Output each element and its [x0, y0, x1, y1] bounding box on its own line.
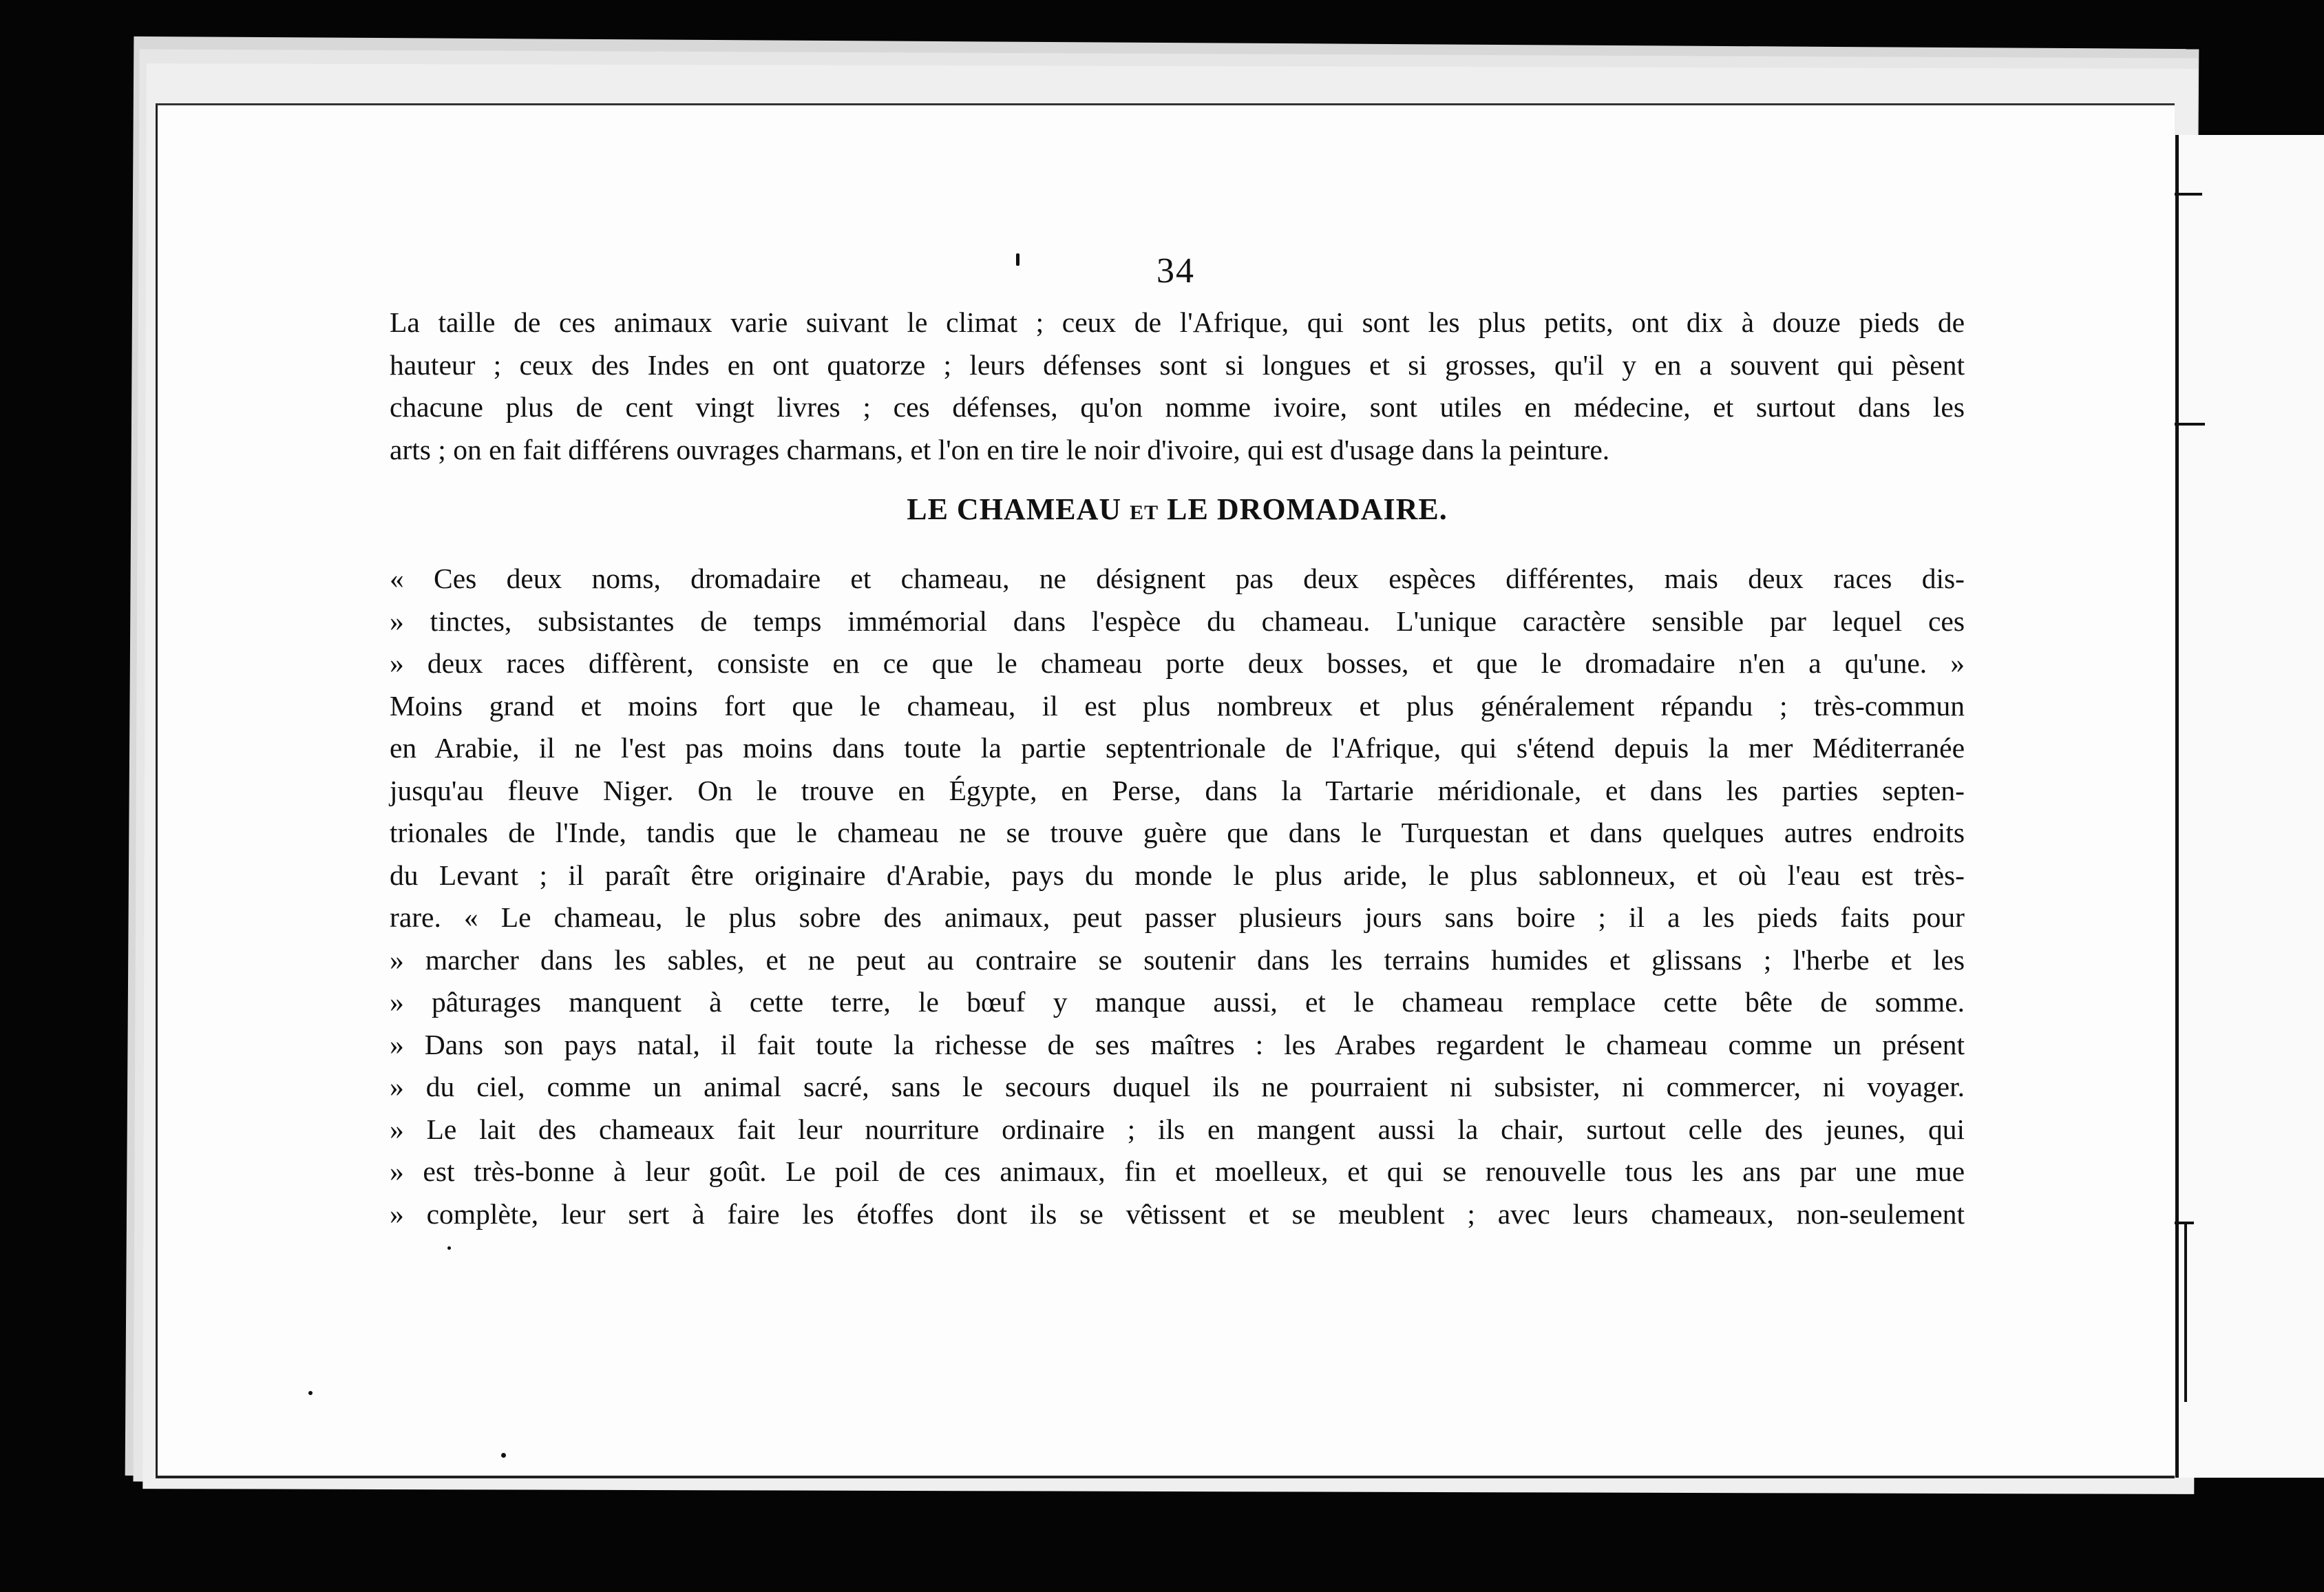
- text-line: » deux races diffèrent, consiste en ce que le chameau porte deux bosses, et que le dromadaire n'en a qu'une. »: [390, 647, 1965, 679]
- text-line: » pâturages manquent à cette terre, le bœuf y manque aussi, et le chameau remplace cette bête de somme.: [390, 986, 1965, 1018]
- heading-part: LE CHAMEAU: [907, 492, 1122, 526]
- text-line: arts ; on en fait différens ouvrages charmans, et l'on en tire le noir d'ivoire, qui est d'usage dans la peinture.: [390, 433, 1610, 465]
- text-line: » tinctes, subsistantes de temps immémorial dans l'espèce du chameau. L'unique caractère sensible par lequel ces: [390, 605, 1965, 637]
- paragraph-elephant: [390, 302, 1965, 471]
- scan-speck: [447, 1246, 451, 1250]
- heading-conjunction: ET: [1130, 501, 1159, 524]
- adjacent-page: [2175, 135, 2324, 1478]
- text-line: » Dans son pays natal, il fait toute la richesse de ses maîtres : les Arabes regardent le chameau comme un présent: [390, 1028, 1965, 1060]
- scan-speck: [501, 1453, 506, 1458]
- heading-part: LE DROMADAIRE.: [1167, 492, 1448, 526]
- text-line: trionales de l'Inde, tandis que le chameau ne se trouve guère que dans le Turquestan et dans quelques autres endroits: [390, 817, 1965, 848]
- text-line: rare. « Le chameau, le plus sobre des animaux, peut passer plusieurs jours sans boire ; il a les pieds faits pour: [390, 901, 1965, 933]
- text-line: » complète, leur sert à faire les étoffes dont ils se vêtissent et se meublent ; avec leurs chameaux, non-seulement: [390, 1197, 1965, 1230]
- text-line: chacune plus de cent vingt livres ; ces défenses, qu'on nomme ivoire, sont utiles en médecine, et surtout dans les: [390, 391, 1965, 423]
- margin-mark: [2173, 1222, 2194, 1224]
- text-line: Moins grand et moins fort que le chameau, il est plus nombreux et plus généralement répandu ; très-commun: [390, 689, 1965, 722]
- section-heading: [390, 492, 1965, 527]
- text-line: » Le lait des chameaux fait leur nourriture ordinaire ; ils en mangent aussi la chair, surtout celle des jeunes, qui: [390, 1113, 1965, 1145]
- text-line: » du ciel, comme un animal sacré, sans le secours duquel ils ne pourraient ni subsister, ni commercer, ni voyager.: [390, 1071, 1965, 1102]
- text-line: « Ces deux noms, dromadaire et chameau, ne désignent pas deux espèces différentes, mais deux races dis-: [390, 563, 1965, 594]
- text-line: » est très-bonne à leur goût. Le poil de ces animaux, fin et moelleux, et qui se renouvelle tous les ans par une mue: [390, 1155, 1965, 1187]
- scan-speck: [308, 1391, 313, 1395]
- text-line: La taille de ces animaux varie suivant le climat ; ceux de l'Afrique, qui sont les plus petits, ont dix à douze pieds de: [390, 306, 1965, 338]
- page-number: 34: [1156, 251, 1195, 291]
- text-line: en Arabie, il ne l'est pas moins dans toute la partie septentrionale de l'Afrique, qui s'étend depuis la mer Méditerranée: [390, 732, 1965, 764]
- text-line: » marcher dans les sables, et ne peut au contraire se soutenir dans les terrains humides et glissans ; l'herbe et les: [390, 943, 1965, 976]
- text-line: du Levant ; il paraît être originaire d'Arabie, pays du monde le plus aride, le plus sablonneux, et où l'eau est très-: [390, 859, 1965, 891]
- paragraph-camel: [390, 558, 1965, 1235]
- binding-line: [2184, 1223, 2187, 1402]
- text-line: jusqu'au fleuve Niger. On le trouve en Égypte, en Perse, dans la Tartarie méridionale, et dans les parties septen-: [390, 774, 1965, 806]
- scan-speck: [1016, 253, 1020, 266]
- text-line: hauteur ; ceux des Indes en ont quatorze ; leurs défenses sont si longues et si grosses, qu'il y en a souvent qui pèsent: [390, 348, 1965, 381]
